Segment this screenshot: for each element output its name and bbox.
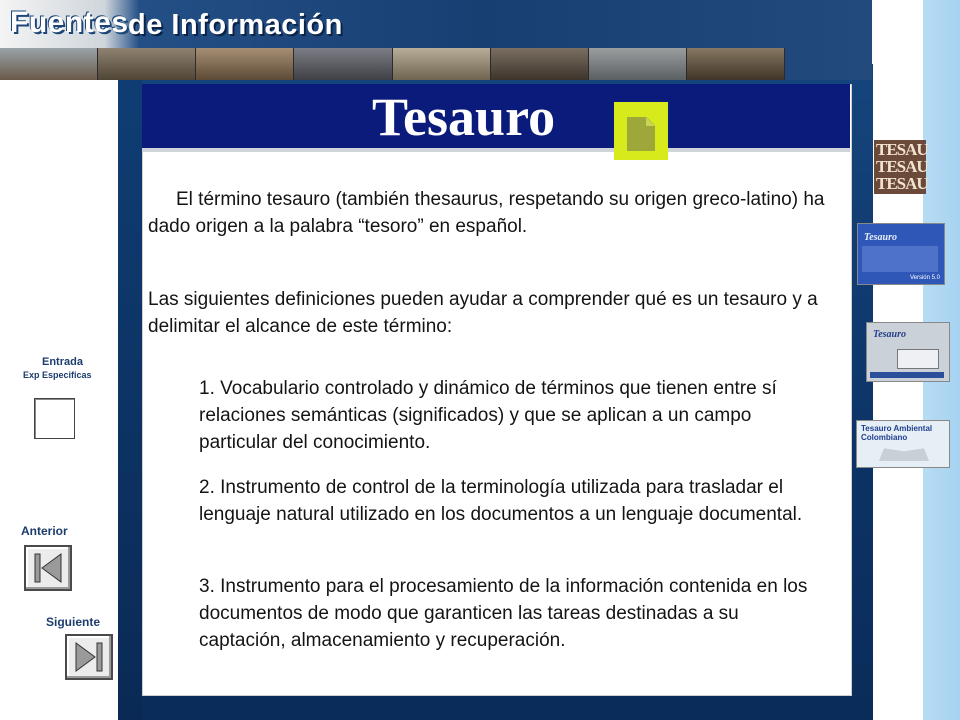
intro-paragraph: El término tesauro (también thesaurus, respetando su origen greco-latino) ha dado origen a la palabra “tesoro” en español. — [148, 189, 825, 237]
thumbnail-title: Tesauro Ambiental Colombiano — [861, 424, 933, 442]
header-title-part2: de Información — [128, 9, 343, 41]
header-banner — [0, 0, 872, 80]
skip-forward-icon — [67, 636, 111, 678]
thumbnail-window — [897, 349, 939, 369]
skip-back-icon — [26, 547, 70, 589]
tesauro-ambiental-thumbnail[interactable] — [856, 420, 950, 468]
tesau-line: TESAU — [876, 157, 928, 176]
book-icon — [879, 445, 929, 461]
thumbnail-title: Tesauro — [873, 329, 906, 340]
exp-especificas-label: Exp Especificas — [23, 370, 92, 380]
header-title-part1: Fuentes — [10, 6, 129, 39]
lead-paragraph: Las siguientes definiciones pueden ayudar a comprender qué es un tesauro y a delimitar el alcance de este término: — [148, 289, 818, 337]
entrada-button[interactable] — [34, 398, 75, 439]
tesau-line: TESAU — [876, 140, 928, 159]
siguiente-label: Siguiente — [46, 615, 101, 629]
slide-title: Tesauro — [372, 87, 556, 147]
thumbnail-panel — [862, 246, 938, 272]
thumbnail-taskbar — [870, 372, 944, 378]
anterior-label: Anterior — [21, 524, 68, 538]
definition-item: 2. Instrumento de control de la terminología utilizada para trasladar el lenguaje natural utilizado en los documentos a un lenguaje documental. — [199, 477, 803, 525]
tesauro-app-thumbnail[interactable] — [857, 223, 945, 285]
document-icon[interactable] — [614, 102, 668, 160]
tesau-line: TESAU — [876, 174, 928, 193]
entrada-label: Entrada — [42, 356, 83, 368]
photo-strip — [0, 48, 785, 80]
definition-item: 1. Vocabulario controlado y dinámico de términos que tienen entre sí relaciones semánticas (significados) y que se aplican a un campo particular del conocimiento. — [199, 378, 777, 453]
thumbnail-version: Versión 5.0 — [909, 275, 940, 281]
tesauro-screen-thumbnail[interactable] — [866, 322, 950, 382]
left-column — [118, 80, 142, 720]
previous-button[interactable] — [24, 545, 72, 591]
definition-item: 3. Instrumento para el procesamiento de la información contenida en los documentos de modo que garanticen las tareas destinadas a su captación, almacenamiento y recuperación. — [199, 576, 808, 651]
next-button[interactable] — [65, 634, 113, 680]
thumbnail-title: Tesauro — [864, 232, 897, 243]
tesau-logo-thumbnail[interactable] — [874, 140, 926, 194]
